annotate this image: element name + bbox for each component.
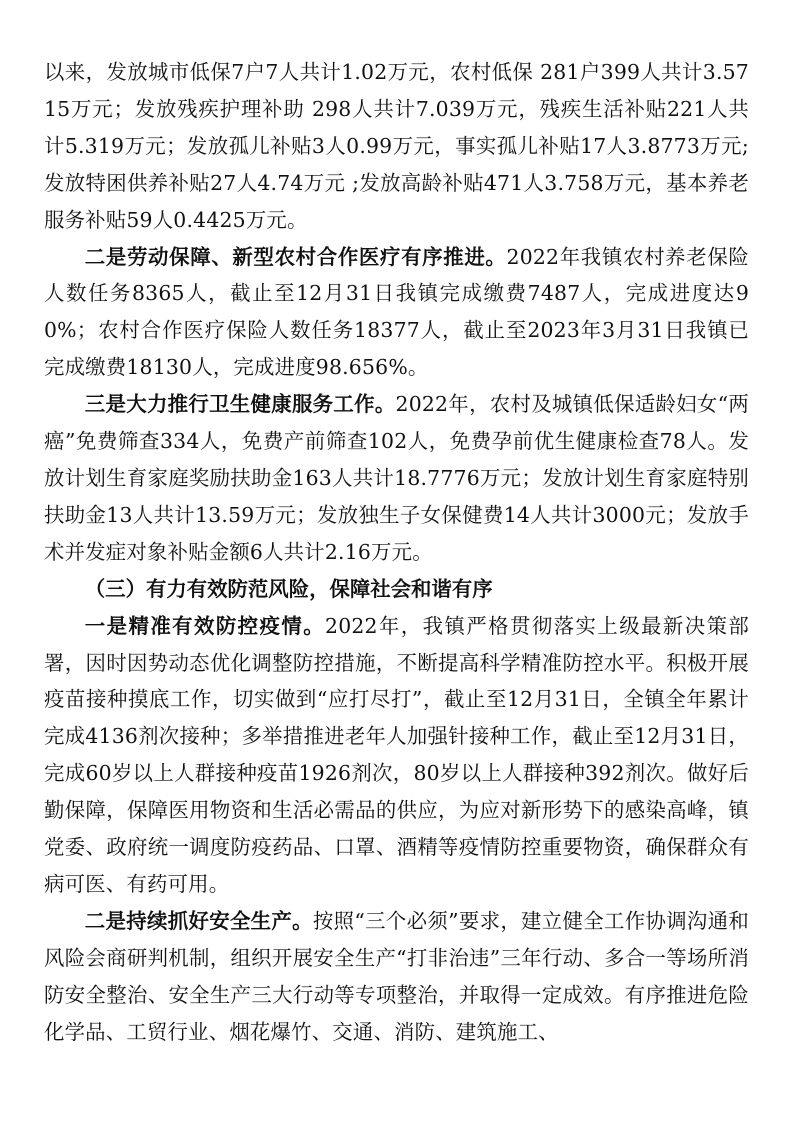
paragraph-lead: 三是大力推行卫生健康服务工作。 — [84, 392, 396, 417]
section-heading: （三）有力有效防范风险，保障社会和谐有序 — [84, 576, 493, 601]
paragraph-epidemic-control — [44, 608, 749, 903]
paragraph-safety-production — [44, 903, 749, 1051]
paragraph-text: 以来，发放城市低保7户7人共计1.02万元，农村低保 281户399人共计3.5715万元；发放残疾护理补助 298人共计7.039万元，残疾生活补贴221人共计5.319万元；发放孤儿补贴3人0.99万元，事实孤儿补贴17人3.8773万元;发放特困供养补贴27人4.74万元 ;发放高龄补贴471人3.758万元，基本养老服务补贴59人0.4425万元。 — [44, 60, 749, 232]
paragraph-text: 2022年，农村及城镇低保适龄妇女“两癌”免费筛查334人，免费产前筛查102人，免费孕前优生健康检查78人。发放计划生育家庭奖励扶助金163人共计18.7776万元；发放计划生育家庭特别扶助金13人共计13.59万元；发放独生子女保健费14人共计3000元；发放手术并发症对象补贴金额6人共计2.16万元。 — [44, 392, 749, 564]
paragraph-lead: 二是劳动保障、新型农村合作医疗有序推进。 — [84, 244, 507, 269]
paragraph-health-services — [44, 386, 749, 571]
paragraph-welfare-subsidies — [44, 54, 749, 239]
paragraph-lead: 二是持续抓好安全生产。 — [84, 908, 313, 933]
paragraph-text: 按照“三个必须”要求，建立健全工作协调沟通和风险会商研判机制，组织开展安全生产“打非治违”三年行动、多合一等场所消防安全整治、安全生产三大行动等专项整治，并取得一定成效。有序推进危险化学品、工贸行业、烟花爆竹、交通、消防、建筑施工、 — [44, 908, 749, 1044]
paragraph-text: 2022年，我镇严格贯彻落实上级最新决策部署，因时因势动态优化调整防控措施，不断提高科学精准防控水平。积极开展疫苗接种摸底工作，切实做到“应打尽打”，截止至12月31日，全镇全年累计完成4136剂次接种；多举措推进老年人加强针接种工作，截止至12月31日，完成60岁以上人群接种疫苗1926剂次，80岁以上人群接种392剂次。做好后勤保障，保障医用物资和生活必需品的供应，为应对新形势下的感染高峰，镇党委、政府统一调度防疫药品、口罩、酒精等疫情防控重要物资，确保群众有病可医、有药可用。 — [44, 613, 749, 896]
document-page — [44, 54, 749, 1050]
paragraph-lead: 一是精准有效防控疫情。 — [84, 613, 326, 638]
paragraph-labor-insurance — [44, 239, 749, 387]
paragraph-text: 2022年我镇农村养老保险人数任务8365人，截止至12月31日我镇完成缴费7487人，完成进度达90%；农村合作医疗保险人数任务18377人，截止至2023年3月31日我镇已完成缴费18130人，完成进度98.656%。 — [44, 244, 749, 380]
